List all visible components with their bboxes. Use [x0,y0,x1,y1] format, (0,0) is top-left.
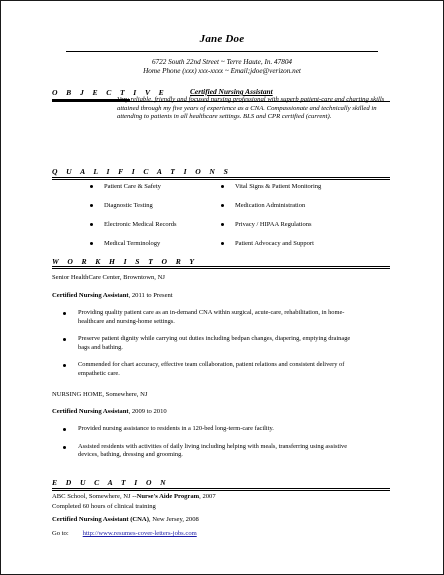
contact-line: Home Phone (xxx) xxx-xxxx ~ Email;jdoe@verizon.net [143,67,301,75]
job-title-line [52,407,167,416]
qualification-item: Vital Signs & Patient Monitoring [221,181,321,200]
job-title: Certified Nursing Assistant [52,292,129,299]
job-dates: , 2009 to 2010 [128,408,167,415]
objective-title: Certified Nursing Assistant [190,87,273,96]
clinical-hours: Completed 60 hours of clinical training [52,503,156,510]
duty-item: Providing quality patient care as an in-demand CNA within surgical, acute-care, rehabilitation, in home-healthcare and nursing-home settings. [62,309,362,326]
goto-line [52,529,197,538]
school-name: ABC School, Somewhere, NJ -- [52,493,137,500]
certification-name: Certified Nursing Assistant (CNA) [52,516,149,523]
qualification-item: Diagnostic Testing [90,200,177,219]
qualification-item: Medication Administration [221,200,321,219]
job-duties-list [62,309,362,378]
certification-line [52,515,199,524]
duty-item: Provided nursing assistance to residents in a 120-bed long-term-care facility. [62,425,362,434]
qualifications-heading: Q U A L I F I C A T I O N S [52,167,232,176]
qualifications-right-list [221,181,321,257]
qualification-item: Privacy / HIPAA Regulations [221,219,321,238]
duty-item: Preserve patient dignity while carrying out duties including bedpan changes, diapering, emptying drainage bags and bathing. [62,335,362,352]
qualifications-left-list [90,181,177,257]
certification-detail: , New Jersey, 2008 [148,516,199,523]
objective-text: Very reliable, friendly and focused nursing professional with superb patient-care and charting skills attained through my five years of experience as a CNA. Compassionate and technically skilled in attending to patients in all healthcare settings. BLS and CPR certified (current). [117,96,385,121]
education-rule [52,488,390,489]
work-history-heading: W O R K H I S T O R Y [52,257,198,266]
qualifications-rule [52,177,390,178]
qualification-item: Patient Care & Safety [90,181,177,200]
job-title-line [52,291,173,300]
work-history-rule [52,266,390,267]
objective-heading: O B J E C T I V E [52,88,168,97]
goto-label: Go to: [52,530,69,537]
qualification-item: Patient Advocacy and Support [221,238,321,257]
job-dates: , 2011 to Present [128,292,173,299]
qualification-item: Medical Terminology [90,238,177,257]
duty-item: Assisted residents with activities of daily living including helping with meals, transferring using assistive devices, bathing, dressing and grooming. [62,443,362,460]
resource-link[interactable]: http://www.resumes-cover-letters-jobs.com [82,530,197,537]
program-name: Nurse's Aide Program [136,493,200,500]
job-duties-list [62,425,362,460]
education-school-line [52,492,216,501]
job-employer: Senior HealthCare Center, Browntown, NJ [52,274,165,281]
candidate-name: Jane Doe [199,33,245,45]
qualification-item: Electronic Medical Records [90,219,177,238]
address: 6722 South 22nd Street ~ Terre Haute, In. 47804 [151,58,293,66]
job-employer: NURSING HOME, Somewhere, NJ [52,391,148,398]
education-heading: E D U C A T I O N [52,478,170,487]
header-rule [66,51,378,52]
duty-item: Commended for chart accuracy, effective team collaboration, patient relations and consistent delivery of empathetic care. [62,361,362,378]
program-year: , 2007 [199,493,216,500]
job-title: Certified Nursing Assistant [52,408,129,415]
